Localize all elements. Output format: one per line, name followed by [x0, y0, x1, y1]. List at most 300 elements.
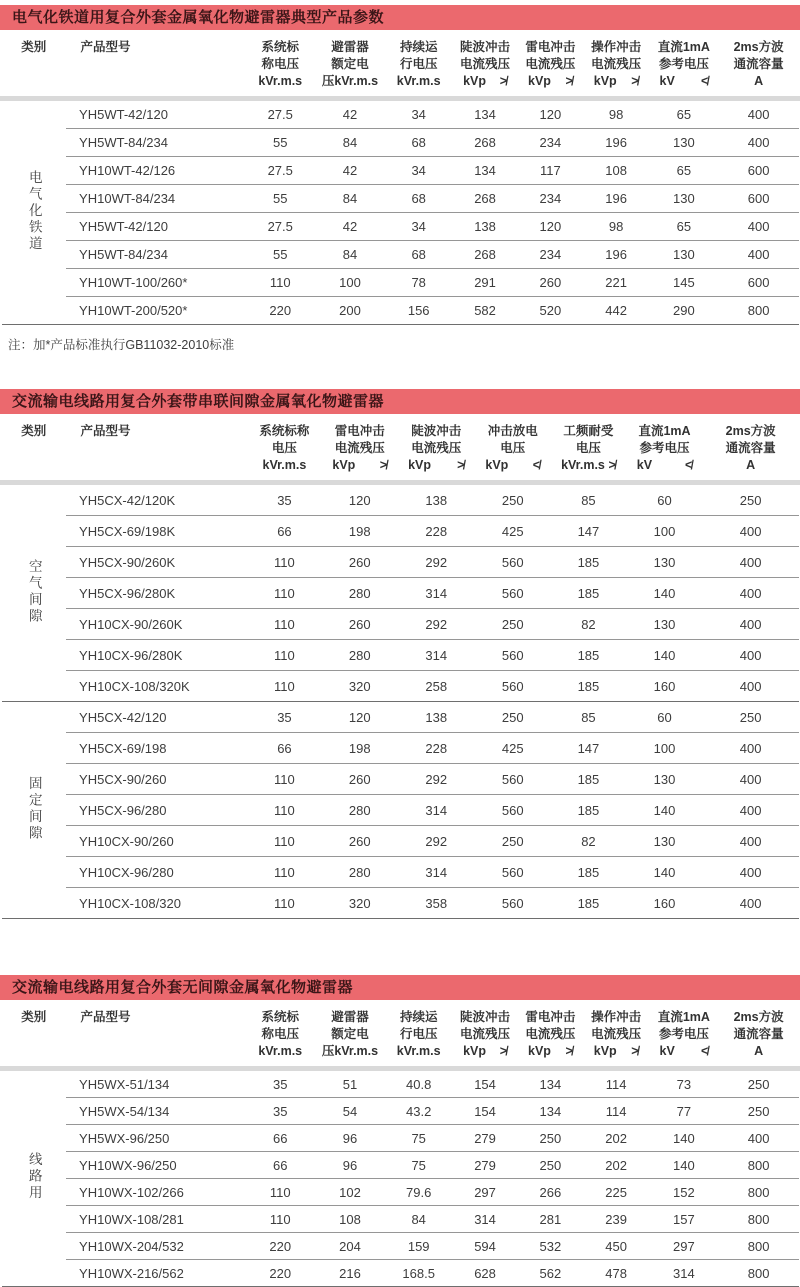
value-cell: 234	[518, 129, 584, 157]
column-header-2ms-square-wave-capacity: 2ms方波 通流容量 A	[719, 30, 799, 99]
table-title-bar	[0, 975, 800, 1000]
value-cell: 65	[649, 99, 719, 129]
product-model: YH5WT-42/120	[66, 213, 245, 241]
limit-symbol: ≯	[631, 1044, 639, 1058]
value-cell: 138	[398, 702, 475, 733]
value-cell: 560	[475, 640, 551, 671]
value-cell: 54	[315, 1098, 385, 1125]
value-cell: 628	[453, 1260, 518, 1287]
value-cell: 260	[322, 764, 398, 795]
limit-symbol: ≯	[631, 74, 639, 88]
header-row	[2, 1000, 799, 1069]
unit-label: kVp	[408, 458, 432, 472]
value-cell: 84	[315, 185, 385, 213]
value-cell: 800	[719, 1179, 799, 1206]
value-cell: 68	[385, 129, 453, 157]
value-cell: 196	[583, 185, 649, 213]
value-cell: 84	[315, 241, 385, 269]
value-cell: 73	[649, 1069, 719, 1098]
value-cell: 800	[719, 1233, 799, 1260]
value-cell: 600	[719, 157, 799, 185]
value-cell: 55	[245, 241, 315, 269]
value-cell: 185	[551, 671, 627, 702]
value-cell: 154	[453, 1098, 518, 1125]
column-header-steep-impulse-residual-voltage: 陡波冲击 电流残压 kVp ≯	[453, 30, 518, 99]
value-cell: 478	[583, 1260, 649, 1287]
value-cell: 400	[703, 671, 799, 702]
table-title: 电气化铁道用复合外套金属氧化物避雷器典型产品参数	[12, 9, 385, 26]
value-cell: 140	[626, 795, 703, 826]
value-cell: 582	[453, 297, 518, 325]
table-row	[2, 157, 799, 185]
value-cell: 55	[245, 185, 315, 213]
table-row	[2, 269, 799, 297]
value-cell: 280	[322, 857, 398, 888]
value-cell: 145	[649, 269, 719, 297]
value-cell: 110	[245, 1206, 315, 1233]
product-model: YH5CX-69/198K	[66, 516, 247, 547]
table-row	[2, 1069, 799, 1098]
column-header-switching-impulse-residual-voltage: 操作冲击 电流残压 kVp ≯	[583, 30, 649, 99]
value-cell: 160	[626, 888, 703, 919]
value-cell: 134	[518, 1098, 584, 1125]
value-cell: 560	[475, 764, 551, 795]
value-cell: 110	[247, 888, 322, 919]
value-cell: 114	[583, 1098, 649, 1125]
value-cell: 140	[626, 640, 703, 671]
value-cell: 34	[385, 157, 453, 185]
table-row	[2, 671, 799, 702]
category-label: 固定间隙	[26, 775, 42, 842]
value-cell: 560	[475, 671, 551, 702]
standard-note: 注：加*产品标准执行GB11032-2010标准	[8, 338, 235, 352]
column-header-dc-1ma-reference-voltage: 直流1mA 参考电压 kV ≮	[649, 1000, 719, 1069]
product-model: YH10CX-90/260	[66, 826, 247, 857]
value-cell: 51	[315, 1069, 385, 1098]
value-cell: 130	[626, 826, 703, 857]
column-header-2ms-square-wave-capacity: 2ms方波 通流容量 A	[719, 1000, 799, 1069]
column-header-continuous-operating-voltage: 持续运 行电压 kVr.m.s	[385, 1000, 453, 1069]
category-label: 电气化铁道	[26, 169, 42, 253]
column-header-dc-1ma-reference-voltage: 直流1mA 参考电压 kV ≮	[626, 414, 703, 483]
column-header-steep-impulse-residual-voltage: 陡波冲击 电流残压 kVp ≯	[398, 414, 475, 483]
value-cell: 400	[703, 795, 799, 826]
value-cell: 279	[453, 1125, 518, 1152]
table-row	[2, 1179, 799, 1206]
unit-label: kVp	[485, 458, 509, 472]
table-title-bar	[0, 389, 800, 414]
value-cell: 140	[649, 1152, 719, 1179]
column-header-model: 产品型号	[66, 414, 247, 483]
value-cell: 297	[649, 1233, 719, 1260]
value-cell: 220	[245, 1260, 315, 1287]
table-row	[2, 888, 799, 919]
value-cell: 520	[518, 297, 584, 325]
value-cell: 260	[518, 269, 584, 297]
product-model: YH5WT-42/120	[66, 99, 245, 129]
value-cell: 108	[583, 157, 649, 185]
product-model: YH5WX-51/134	[66, 1069, 245, 1098]
product-model: YH5WT-84/234	[66, 129, 245, 157]
category-cell	[2, 702, 67, 919]
railway-arrester-table-section	[0, 5, 800, 355]
column-header-category: 类别	[2, 414, 67, 483]
value-cell: 138	[398, 483, 475, 516]
value-cell: 42	[315, 99, 385, 129]
value-cell: 220	[245, 1233, 315, 1260]
table-row	[2, 516, 799, 547]
value-cell: 98	[583, 99, 649, 129]
value-cell: 290	[649, 297, 719, 325]
table-row	[2, 1152, 799, 1179]
category-cell	[2, 483, 67, 702]
product-model: YH10WX-216/562	[66, 1260, 245, 1287]
value-cell: 266	[518, 1179, 584, 1206]
column-header-system-nominal-voltage: 系统标 称电压 kVr.m.s	[245, 30, 315, 99]
value-cell: 130	[649, 129, 719, 157]
value-cell: 400	[703, 733, 799, 764]
value-cell: 532	[518, 1233, 584, 1260]
product-model: YH10CX-108/320	[66, 888, 247, 919]
value-cell: 100	[626, 516, 703, 547]
product-model: YH10CX-90/260K	[66, 609, 247, 640]
value-cell: 152	[649, 1179, 719, 1206]
value-cell: 220	[245, 297, 315, 325]
product-model: YH10CX-108/320K	[66, 671, 247, 702]
table-row	[2, 129, 799, 157]
value-cell: 800	[719, 1152, 799, 1179]
value-cell: 35	[247, 483, 322, 516]
table-row	[2, 609, 799, 640]
value-cell: 400	[719, 241, 799, 269]
value-cell: 560	[475, 857, 551, 888]
value-cell: 185	[551, 578, 627, 609]
category-label: 线路用	[26, 1152, 42, 1202]
value-cell: 250	[703, 483, 799, 516]
unit-label: kVp	[463, 74, 486, 88]
value-cell: 291	[453, 269, 518, 297]
value-cell: 130	[649, 241, 719, 269]
unit-label: kVp	[463, 1044, 486, 1058]
gapless-arrester-parameters-table	[0, 1000, 800, 1287]
value-cell: 185	[551, 857, 627, 888]
series-gap-arrester-table-section	[0, 389, 800, 919]
category-cell	[2, 1069, 67, 1287]
value-cell: 400	[703, 857, 799, 888]
table-row	[2, 733, 799, 764]
value-cell: 110	[247, 826, 322, 857]
value-cell: 292	[398, 547, 475, 578]
product-model: YH5CX-90/260	[66, 764, 247, 795]
value-cell: 400	[719, 99, 799, 129]
table-row	[2, 1125, 799, 1152]
value-cell: 140	[649, 1125, 719, 1152]
value-cell: 202	[583, 1125, 649, 1152]
product-model: YH5WX-54/134	[66, 1098, 245, 1125]
value-cell: 204	[315, 1233, 385, 1260]
value-cell: 297	[453, 1179, 518, 1206]
value-cell: 260	[322, 826, 398, 857]
value-cell: 160	[626, 671, 703, 702]
column-header-lightning-impulse-residual-voltage: 雷电冲击 电流残压 kVp ≯	[518, 1000, 584, 1069]
table-row	[2, 764, 799, 795]
value-cell: 225	[583, 1179, 649, 1206]
value-cell: 110	[247, 609, 322, 640]
value-cell: 110	[245, 269, 315, 297]
value-cell: 314	[398, 857, 475, 888]
value-cell: 800	[719, 1206, 799, 1233]
table-row	[2, 578, 799, 609]
value-cell: 560	[475, 547, 551, 578]
value-cell: 110	[245, 1179, 315, 1206]
limit-symbol: ≮	[700, 74, 709, 88]
value-cell: 130	[649, 185, 719, 213]
value-cell: 120	[518, 213, 584, 241]
value-cell: 35	[245, 1069, 315, 1098]
value-cell: 260	[322, 609, 398, 640]
value-cell: 258	[398, 671, 475, 702]
value-cell: 400	[719, 1125, 799, 1152]
limit-symbol: ≮	[532, 458, 541, 472]
value-cell: 314	[398, 795, 475, 826]
gapless-arrester-table-section	[0, 975, 800, 1287]
column-header-2ms-square-wave-capacity: 2ms方波 通流容量 A	[703, 414, 799, 483]
value-cell: 84	[315, 129, 385, 157]
value-cell: 140	[626, 857, 703, 888]
value-cell: 85	[551, 702, 627, 733]
product-model: YH5CX-90/260K	[66, 547, 247, 578]
value-cell: 280	[322, 640, 398, 671]
value-cell: 98	[583, 213, 649, 241]
value-cell: 314	[453, 1206, 518, 1233]
value-cell: 425	[475, 516, 551, 547]
value-cell: 228	[398, 733, 475, 764]
unit-label: kV	[659, 74, 675, 88]
value-cell: 140	[626, 578, 703, 609]
value-cell: 65	[649, 157, 719, 185]
value-cell: 100	[315, 269, 385, 297]
column-header-switching-impulse-residual-voltage: 操作冲击 电流残压 kVp ≯	[583, 1000, 649, 1069]
product-model: YH10WT-100/260*	[66, 269, 245, 297]
value-cell: 202	[583, 1152, 649, 1179]
value-cell: 250	[719, 1069, 799, 1098]
product-model: YH10WX-102/266	[66, 1179, 245, 1206]
category-cell	[2, 99, 67, 325]
value-cell: 185	[551, 764, 627, 795]
limit-symbol: ≯	[499, 1044, 508, 1058]
value-cell: 400	[719, 129, 799, 157]
unit-label: kVr.m.s	[561, 458, 605, 472]
value-cell: 250	[518, 1125, 584, 1152]
table-title: 交流输电线路用复合外套带串联间隙金属氧化物避雷器	[12, 393, 385, 410]
value-cell: 425	[475, 733, 551, 764]
column-header-system-nominal-voltage: 系统标称 电压 kVr.m.s	[247, 414, 322, 483]
value-cell: 185	[551, 888, 627, 919]
product-model: YH10WX-96/250	[66, 1152, 245, 1179]
value-cell: 117	[518, 157, 584, 185]
unit-label: kVp	[332, 458, 356, 472]
value-cell: 260	[322, 547, 398, 578]
value-cell: 562	[518, 1260, 584, 1287]
column-header-system-nominal-voltage: 系统标 称电压 kVr.m.s	[245, 1000, 315, 1069]
value-cell: 65	[649, 213, 719, 241]
value-cell: 600	[719, 185, 799, 213]
value-cell: 85	[551, 483, 627, 516]
product-model: YH5CX-96/280K	[66, 578, 247, 609]
table-title-bar	[0, 5, 800, 30]
value-cell: 130	[626, 764, 703, 795]
value-cell: 280	[322, 795, 398, 826]
value-cell: 250	[475, 702, 551, 733]
value-cell: 138	[453, 213, 518, 241]
value-cell: 239	[583, 1206, 649, 1233]
value-cell: 400	[703, 578, 799, 609]
value-cell: 60	[626, 702, 703, 733]
table-row	[2, 241, 799, 269]
series-gap-arrester-parameters-table	[0, 414, 800, 919]
value-cell: 168.5	[385, 1260, 453, 1287]
product-model: YH10WX-204/532	[66, 1233, 245, 1260]
value-cell: 42	[315, 157, 385, 185]
table-row	[2, 795, 799, 826]
table-row	[2, 702, 799, 733]
value-cell: 100	[626, 733, 703, 764]
column-header-category: 类别	[2, 30, 67, 99]
value-cell: 66	[245, 1152, 315, 1179]
value-cell: 66	[245, 1125, 315, 1152]
product-model: YH5WT-84/234	[66, 241, 245, 269]
value-cell: 600	[719, 269, 799, 297]
value-cell: 157	[649, 1206, 719, 1233]
value-cell: 268	[453, 185, 518, 213]
value-cell: 400	[703, 888, 799, 919]
table-row	[2, 297, 799, 325]
value-cell: 120	[518, 99, 584, 129]
value-cell: 130	[626, 547, 703, 578]
value-cell: 156	[385, 297, 453, 325]
value-cell: 68	[385, 185, 453, 213]
table-row	[2, 1233, 799, 1260]
column-header-continuous-operating-voltage: 持续运 行电压 kVr.m.s	[385, 30, 453, 99]
table-row	[2, 185, 799, 213]
product-model: YH10WT-200/520*	[66, 297, 245, 325]
table-row	[2, 857, 799, 888]
product-model: YH5CX-42/120	[66, 702, 247, 733]
table-title: 交流输电线路用复合外套无间隙金属氧化物避雷器	[12, 979, 354, 996]
value-cell: 400	[703, 516, 799, 547]
column-header-category: 类别	[2, 1000, 67, 1069]
value-cell: 268	[453, 241, 518, 269]
value-cell: 35	[247, 702, 322, 733]
product-model: YH10WT-84/234	[66, 185, 245, 213]
value-cell: 185	[551, 640, 627, 671]
value-cell: 358	[398, 888, 475, 919]
value-cell: 250	[518, 1152, 584, 1179]
value-cell: 314	[649, 1260, 719, 1287]
value-cell: 800	[719, 297, 799, 325]
column-header-power-frequency-withstand-voltage: 工频耐受 电压 kVr.m.s ≯	[551, 414, 627, 483]
value-cell: 200	[315, 297, 385, 325]
value-cell: 250	[703, 702, 799, 733]
value-cell: 250	[475, 609, 551, 640]
value-cell: 594	[453, 1233, 518, 1260]
value-cell: 110	[247, 795, 322, 826]
column-header-model: 产品型号	[66, 30, 245, 99]
value-cell: 400	[719, 213, 799, 241]
table-row	[2, 1098, 799, 1125]
value-cell: 198	[322, 516, 398, 547]
value-cell: 279	[453, 1152, 518, 1179]
value-cell: 400	[703, 609, 799, 640]
value-cell: 130	[626, 609, 703, 640]
value-cell: 68	[385, 241, 453, 269]
value-cell: 292	[398, 826, 475, 857]
table-row	[2, 1206, 799, 1233]
limit-symbol: ≯	[499, 74, 508, 88]
value-cell: 198	[322, 733, 398, 764]
table-row	[2, 213, 799, 241]
value-cell: 108	[315, 1206, 385, 1233]
railway-arrester-parameters-table	[0, 30, 800, 325]
value-cell: 147	[551, 516, 627, 547]
product-model: YH5CX-96/280	[66, 795, 247, 826]
column-header-arrester-rated-voltage: 避雷器 额定电 压kVr.m.s	[315, 30, 385, 99]
table-row	[2, 483, 799, 516]
value-cell: 234	[518, 241, 584, 269]
product-model: YH10CX-96/280K	[66, 640, 247, 671]
value-cell: 400	[703, 640, 799, 671]
value-cell: 560	[475, 578, 551, 609]
limit-symbol: ≯	[608, 458, 616, 472]
value-cell: 450	[583, 1233, 649, 1260]
value-cell: 134	[453, 157, 518, 185]
value-cell: 82	[551, 826, 627, 857]
unit-label: kVp	[593, 1044, 617, 1058]
value-cell: 320	[322, 671, 398, 702]
unit-label: kVp	[528, 1044, 551, 1058]
value-cell: 27.5	[245, 99, 315, 129]
column-header-lightning-impulse-residual-voltage: 雷电冲击 电流残压 kVp ≯	[518, 30, 584, 99]
value-cell: 400	[703, 764, 799, 795]
value-cell: 185	[551, 795, 627, 826]
table-row	[2, 99, 799, 129]
product-model: YH10CX-96/280	[66, 857, 247, 888]
column-header-impulse-discharge-voltage: 冲击放电 电压 kVp ≮	[475, 414, 551, 483]
value-cell: 250	[475, 483, 551, 516]
value-cell: 250	[475, 826, 551, 857]
value-cell: 234	[518, 185, 584, 213]
product-model: YH10WT-42/126	[66, 157, 245, 185]
value-cell: 400	[703, 547, 799, 578]
column-header-steep-impulse-residual-voltage: 陡波冲击 电流残压 kVp ≯	[453, 1000, 518, 1069]
product-model: YH5CX-69/198	[66, 733, 247, 764]
value-cell: 27.5	[245, 213, 315, 241]
value-cell: 43.2	[385, 1098, 453, 1125]
column-header-model: 产品型号	[66, 1000, 245, 1069]
value-cell: 102	[315, 1179, 385, 1206]
limit-symbol: ≮	[700, 1044, 709, 1058]
value-cell: 320	[322, 888, 398, 919]
value-cell: 228	[398, 516, 475, 547]
value-cell: 55	[245, 129, 315, 157]
value-cell: 800	[719, 1260, 799, 1287]
value-cell: 110	[247, 640, 322, 671]
value-cell: 185	[551, 547, 627, 578]
table-row	[2, 826, 799, 857]
unit-label: kVp	[528, 74, 551, 88]
product-model: YH10WX-108/281	[66, 1206, 245, 1233]
value-cell: 66	[247, 516, 322, 547]
